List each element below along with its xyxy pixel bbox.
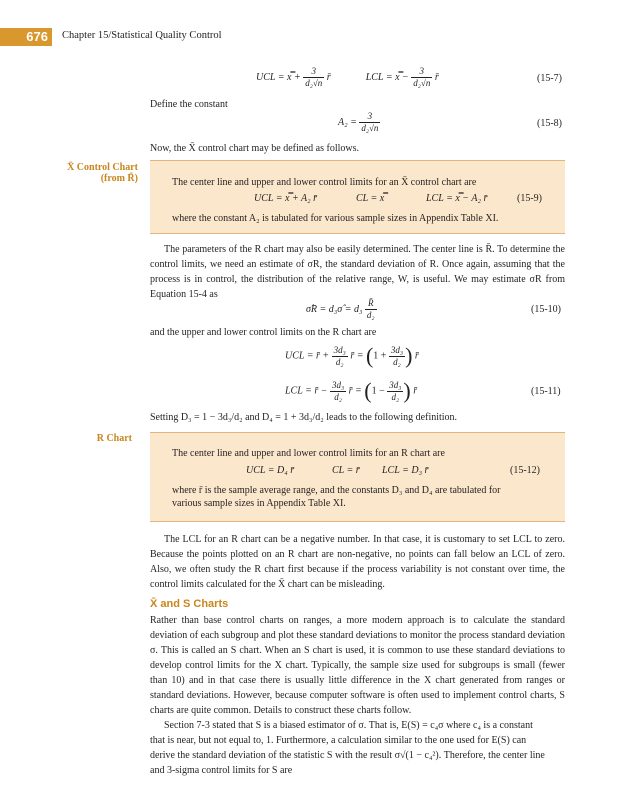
box-outro: where the constant A₂ is tabulated for various sample sizes in Appendix Table XI. (172, 213, 499, 224)
definition-box-xbar (150, 160, 565, 234)
box-ucl: UCL = x̿ + A₂ r̄ (254, 193, 318, 204)
box-ucl: UCL = D₄ r̄ (246, 465, 295, 476)
equation-label: (15-10) (531, 304, 561, 315)
box-lcl: LCL = D₃ r̄ (382, 465, 429, 476)
rbar: r̄ (326, 71, 331, 83)
section-paragraph-2-line-3: derive the standard deviation of the statistic S with the result σ√(1 − c₄²). Therefore, the center line (150, 750, 545, 761)
section-paragraph-2-line-2: that is near, but not equal to, 1. Furthermore, a calculation similar to the one used for E(S) can (150, 735, 527, 746)
sidebar-r-chart: R Chart (96, 433, 132, 444)
now-text: Now, the X̄ control chart may be defined as follows. (150, 143, 360, 154)
fraction: $\frac{\text{3d₃}}{\text{d₂}}$ (389, 379, 402, 402)
equation-label: (15-11) (531, 386, 561, 397)
section-paragraph-2-line-1: Section 7-3 stated that S is a biased estimator of σ. That is, E(S) = c₄σ where c₄ is a constant (164, 720, 533, 731)
box-cl: CL = x̿ (356, 193, 385, 204)
box-outro-1: where r̄ is the sample average range, and the constants D₃ and D₄ are tabulated for (172, 485, 501, 496)
section-paragraph-2-line-4: and 3-sigma control limits for S are (150, 765, 293, 776)
box-intro: The center line and upper and lower control limits for an R chart are (172, 448, 445, 459)
a2-lhs: A₂ = (338, 116, 360, 128)
box-intro: The center line and upper and lower control limits for an X̄ control chart are (172, 177, 477, 188)
ucl-xbar-lhs: UCL = x̿ + (256, 71, 304, 83)
definition-box-r (150, 432, 565, 522)
fraction: $\frac{\text{3d₃}}{\text{d₂}}$ (390, 344, 404, 367)
and-text: and the upper and lower control limits on the R chart are (150, 327, 377, 338)
section-title: X̄ and S Charts (150, 598, 229, 610)
equation-label: (15-8) (537, 118, 562, 129)
equation-label: (15-7) (537, 73, 562, 84)
box-lcl: LCL = x̿ − A₂ r̄ (426, 193, 488, 204)
fraction: $\frac{3}{\text{d₂√n}}$ (305, 66, 323, 88)
equation-15-8 (338, 111, 380, 134)
setting-text: Setting D₃ = 1 − 3d₃/d₂ and D₄ = 1 + 3d₃/d₂ leads to the following definition. (150, 412, 458, 423)
define-text: Define the constant (150, 99, 228, 110)
box-cl: CL = r̄ (332, 465, 360, 476)
rbar: r̄ (434, 71, 439, 83)
equation-15-7 (256, 66, 439, 89)
fraction: $\frac{3}{\text{d₂√n}}$ (361, 111, 379, 133)
lcl-xbar-lhs: LCL = x̿ − (365, 71, 412, 83)
sidebar-xbar-chart: X̄ Control Chart (from R̄) (67, 162, 138, 184)
paragraph-lcl: The LCL for an R chart can be a negative number. In that case, it is customary to set LCL to zero. Because the points plotted on an R chart are non-negative, no points can fall below an LCL of zero. Also, we often study the R chart first because if the process variability is not constant over time, the control limits calculated for the X̄ chart can be misleading. (150, 534, 565, 590)
equation-ucl-r: UCL = r̄ + $\frac{\text{3d₃}}{\text{d₂}}$ r̄ = (1 + $\frac{\text{3d₃}}{\text{d₂}}$ ) r̄ (285, 343, 419, 368)
equation-lcl-r: LCL = r̄ − $\frac{\text{3d₃}}{\text{d₂}}$ r̄ = (1 − $\frac{\text{3d₃}}{\text{d₂}}$ ) r̄ (285, 378, 418, 403)
paragraph-r-chart: The parameters of the R chart may also be easily determined. The center line is R̄. To determine the control limits, we need an estimate of σR, the standard deviation of R. Once again, assuming that the process is in control, the distribution of the relative range, W, is useful. We may estimate σR from Equation 15-4 as (150, 244, 565, 300)
box-outro-2: various sample sizes in Appendix Table XI. (172, 498, 346, 509)
fraction: $\frac{\text{3d₃}}{\text{d₂}}$ (333, 344, 346, 367)
page-number: 676 (0, 28, 52, 46)
equation-label: (15-12) (510, 465, 540, 476)
section-paragraph-1: Rather than base control charts on ranges, a more modern approach is to calculate the standard deviation of each subgroup and plot these standard deviations to monitor the process standard deviation σ. This is called an S chart. When an S chart is used, it is common to use these standard deviations to develop control limits for the X chart. Typically, the sample size used for subgroups is small (fewer than 10) and in that case there is usually little difference in the X chart generated from ranges or standard deviations. However, because computer software is often used to implement control charts, S charts are quite common. Details to construct these charts follow. (150, 615, 565, 716)
equation-label: (15-9) (517, 193, 542, 204)
fraction: $\frac{\text{3d₃}}{\text{d₂}}$ (332, 379, 345, 402)
fraction: $\frac{R̄}{\text{d₂}}$ (366, 298, 375, 320)
equation-15-10: σ̂R = d₃σ̂ = d₃ $\frac{R̄}{\text{d₂}}$ (306, 298, 375, 320)
chapter-title: Chapter 15/Statistical Quality Control (62, 30, 222, 41)
fraction: $\frac{3}{\text{d₂√n}}$ (413, 66, 431, 88)
